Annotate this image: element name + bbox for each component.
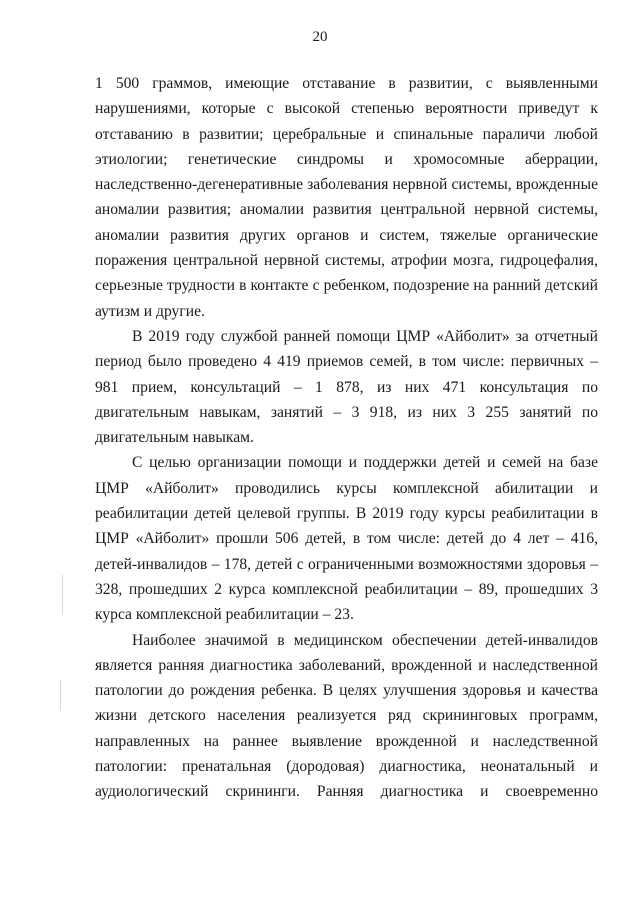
scan-artifact xyxy=(62,575,63,615)
paragraph-2: В 2019 году службой ранней помощи ЦМР «Айболит» за отчетный период было проведено 4 419 приемов семей, в том числе: первичных – 981 прием, консультаций – 1 878, из них 471 консультация по двигательным навыкам, занятий – 3 918, из них 3 255 занятий по двигательным навыкам. xyxy=(95,327,598,447)
body-text xyxy=(95,71,598,805)
paragraph-4: Наиболее значимой в медицинском обеспечении детей-инвалидов является ранняя диагностика заболеваний, врожденной и наследственной патологии до рождения ребенка. В целях улучшения здоровья и качества жизни детского населения реализуется ряд скрининговых программ, направленных на раннее выявление врожденной и наследственной патологии: пренатальная (дородовая) диагностика, неонатальный и аудиологический скрининги. Ранняя диагностика и своевременно xyxy=(95,631,598,801)
scan-artifact xyxy=(60,680,61,710)
paragraph-3: С целью организации помощи и поддержки детей и семей на базе ЦМР «Айболит» проводились курсы комплексной абилитации и реабилитации детей целевой группы. В 2019 году курсы реабилитации в ЦМР «Айболит» прошли 506 детей, в том числе: детей до 4 лет – 416, детей-инвалидов – 178, детей с ограниченными возможностями здоровья – 328, прошедших 2 курса комплексной реабилитации – 89, прошедших 3 курса комплексной реабилитации – 23. xyxy=(95,454,598,624)
page-number: 20 xyxy=(312,29,328,45)
paragraph-1: 1 500 граммов, имеющие отставание в развитии, с выявленными нарушениями, которые с высокой степенью вероятности приведут к отставанию в развитии; церебральные и спинальные параличи любой этиологии; генетические синдромы и хромосомные аберрации, наследственно-дегенеративные заболевания нервной системы, врожденные аномалии развития; аномалии развития центральной нервной системы, аномалии развития других органов и систем, тяжелые органические поражения центральной нервной системы, атрофии мозга, гидроцефалия, серьезные трудности в контакте с ребенком, подозрение на ранний детский аутизм и другие. xyxy=(95,75,598,320)
